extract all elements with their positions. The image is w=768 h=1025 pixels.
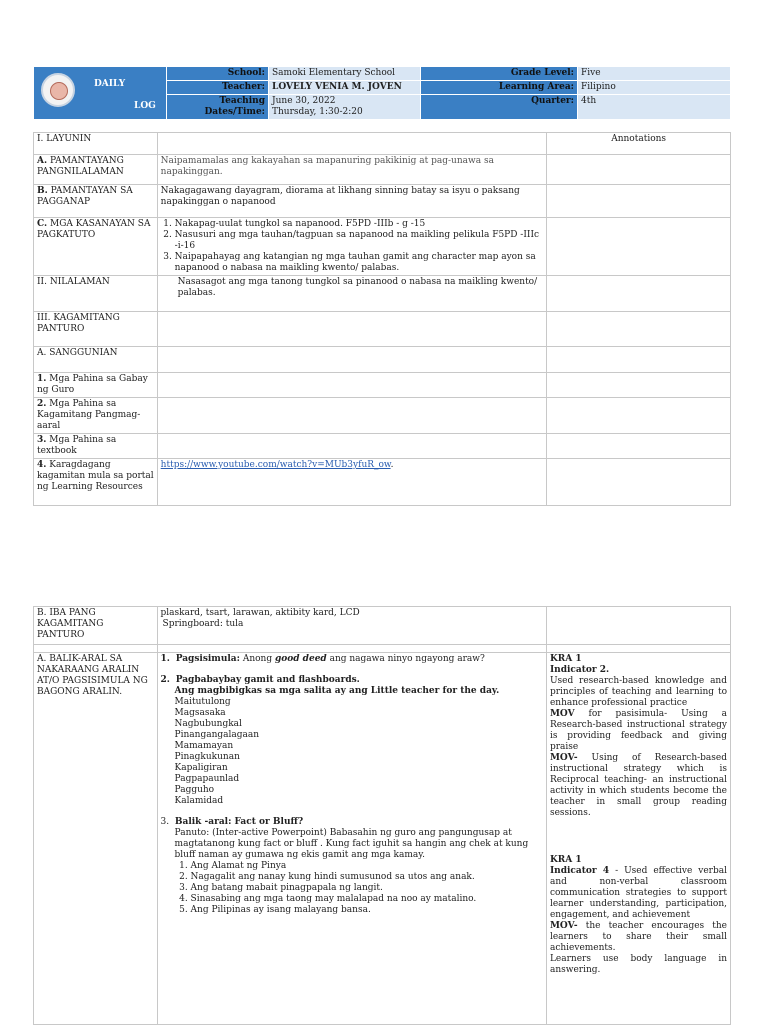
row-label-kagamitan: III. KAGAMITANG PANTURO <box>34 312 158 347</box>
objectives-table <box>33 132 731 506</box>
list-item: Kapaligiran <box>174 763 228 773</box>
list-item: 3. Naipapahayag ang katangian ng mga tauhan gamit ang character map ayon sa napanood o nabasa na maikling kwento/ palabas. <box>175 252 544 274</box>
row-label-balik-aral: A. BALIK-ARAL SA NAKARAANG ARALIN AT/O PAGSISIMULA NG BAGONG ARALIN. <box>34 653 158 1025</box>
list-item: 2. Nasusuri ang mga tauhan/tagpuan sa napanood na maikling pelikula F5PD -IIIc -i-16 <box>175 230 544 252</box>
list-item: Pinangangalagaan <box>174 730 260 740</box>
row-text-learning-resources: https://www.youtube.com/watch?v=MUb3yfuR_ow. <box>157 459 547 506</box>
row-label-c: C. MGA KASANAYAN SA PAGKATUTO <box>34 218 158 276</box>
teacher-label: Teacher: <box>167 81 269 95</box>
row-label-sanggunian: A. SANGGUNIAN <box>34 347 158 373</box>
row-text-b: Nakagagawang dayagram, diorama at likhang sinning batay sa isyu o paksang napakinggan o napanood <box>157 185 547 218</box>
grade-value: Five <box>578 67 731 81</box>
step-pagbabaybay: 2. Pagbabaybay gamit and flashboards. <box>160 675 360 685</box>
list-item: Mamamayan <box>174 741 234 751</box>
annotations-heading: Annotations <box>547 133 731 155</box>
row-label-iba-pang-kagamitan: B. IBA PANG KAGAMITANG PANTURO <box>34 607 158 645</box>
row-label-kagamitang-pangmag-aaral: 2. Mga Pahina sa Kagamitang Pangmag-aaral <box>34 398 158 434</box>
teaching-dates-label: Teaching Dates/Time: <box>167 95 269 120</box>
row-label-gabay: 1. Mga Pahina sa Gabay ng Guro <box>34 373 158 398</box>
list-item: 3. Ang batang mabait pinagpapala ng langit. <box>191 883 543 894</box>
row-label-a: A. PAMANTAYANG PANGNILALAMAN <box>34 155 158 185</box>
list-item: Maitutulong <box>174 697 231 707</box>
row-label-learning-resources: 4. Karagdagang kagamitan mula sa portal ng Learning Resources <box>34 459 158 506</box>
list-item: Pagpapaunlad <box>174 774 240 784</box>
area-value: Filipino <box>578 81 731 95</box>
list-item: Pinagkukunan <box>174 752 240 762</box>
row-text-iba-pang-kagamitan: plaskard, tsart, larawan, aktibity kard, LCD Springboard: tula <box>157 607 546 645</box>
step-fact-or-bluff: 3. Balik -aral: Fact or Bluff? <box>160 817 304 827</box>
row-label-textbook: 3. Mga Pahina sa textbook <box>34 434 158 459</box>
row-text-balik-aral: 1. Pagsisimula: Anong good deed ang nagawa ninyo ngayong araw? 2. Pagbabaybay gamit and flashboards. Ang magbibigkas sa mga salita ay ang Little teacher for the day. Maitutulong Magsasaka Nagbubungkal Pinangangalagaan Mamamayan Pinagkukunan Kapaligiran Pagpapaunlad Pagguho Kalamidad 3. Balik -aral: Fact or Bluff? Panuto: (Inter-active Powerpoint) Babasahin ng guro ang pangungusap at magtatanong kung fact or bluff . Kung fact iguhit sa hangin ang chek at kung bluff naman ay gumawa ng ekis gamit ang mga kamay. 1. Ang Alamat ng Pinya 2. Nagagalit ang nanay kung hindi sumusunod sa utos ang anak. 3. Ang batang mabait pinagpapala ng langit. 4. Sinasabing ang mga taong may malalapad na noo ay matalino. 5. Ang Pilipinas ay isang malayang bansa. <box>157 653 546 1025</box>
date-value: June 30, 2022 <box>272 96 336 106</box>
list-item: 1. Nakapag-uulat tungkol sa napanood. F5PD -IIIb - g -15 <box>175 219 544 230</box>
log-label: LOG <box>134 101 156 111</box>
daily-log-banner <box>34 67 167 120</box>
grade-label: Grade Level: <box>421 67 578 81</box>
teacher-value: LOVELY VENIA M. JOVEN <box>269 81 421 95</box>
row-text-nilalaman: Nasasagot ang mga tanong tungkol sa pinanood o nabasa na maikling kwento/ palabas. <box>157 276 547 312</box>
list-item: Kalamidad <box>174 796 224 806</box>
row-text-a: Naipamamalas ang kakayahan sa mapanuring pakikinig at pag-unawa sa napakinggan. <box>157 155 547 185</box>
youtube-link[interactable]: https://www.youtube.com/watch?v=MUb3yfuR_ow <box>160 460 391 470</box>
list-item: 5. Ang Pilipinas ay isang malayang bansa. <box>191 905 543 916</box>
quarter-label: Quarter: <box>421 95 578 120</box>
list-item: Magsasaka <box>174 708 226 718</box>
annotation-kra: KRA 1 Indicator 2. Used research-based knowledge and principles of teaching and learning to enhance professional practice MOV for pasisimula- Using a Research-based instructional strategy is providing feedback and giving praise MOV- Using of Research-based instructional strategy which is Reciprocal teaching- an instructional activity in which students become the teacher in small group reading sessions. KRA 1 Indicator 4 - Used effective verbal and non-verbal classroom communication strategies to support learner understanding, participation, engagement, and achievement MOV- the teacher encourages the learners to share their small achievements. Learners use body language in answering. <box>546 653 730 1025</box>
school-value: Samoki Elementary School <box>269 67 421 81</box>
header-table <box>33 66 731 120</box>
list-item: 1. Ang Alamat ng Pinya <box>191 861 543 872</box>
row-label-b: B. PAMANTAYAN SA PAGGANAP <box>34 185 158 218</box>
quarter-value: 4th <box>578 95 731 120</box>
list-item: Nagbubungkal <box>174 719 242 729</box>
daily-label: DAILY <box>94 79 126 89</box>
area-label: Learning Area: <box>421 81 578 95</box>
procedures-table <box>33 606 731 1025</box>
step-pagsisimula: 1. Pagsisimula: Anong good deed ang nagawa ninyo ngayong araw? <box>160 654 485 664</box>
time-value: Thursday, 1:30-2:20 <box>272 107 363 117</box>
row-label-nilalaman: II. NILALAMAN <box>34 276 158 312</box>
row-text-c <box>157 218 547 276</box>
teaching-dates-value <box>269 95 421 120</box>
list-item: 4. Sinasabing ang mga taong may malalapad na noo ay matalino. <box>191 894 543 905</box>
word-list <box>161 697 543 807</box>
deped-seal-icon <box>41 73 75 107</box>
list-item: Pagguho <box>174 785 215 795</box>
layunin-heading: I. LAYUNIN <box>34 133 158 155</box>
list-item: 2. Nagagalit ang nanay kung hindi sumusunod sa utos ang anak. <box>191 872 543 883</box>
school-label: School: <box>167 67 269 81</box>
